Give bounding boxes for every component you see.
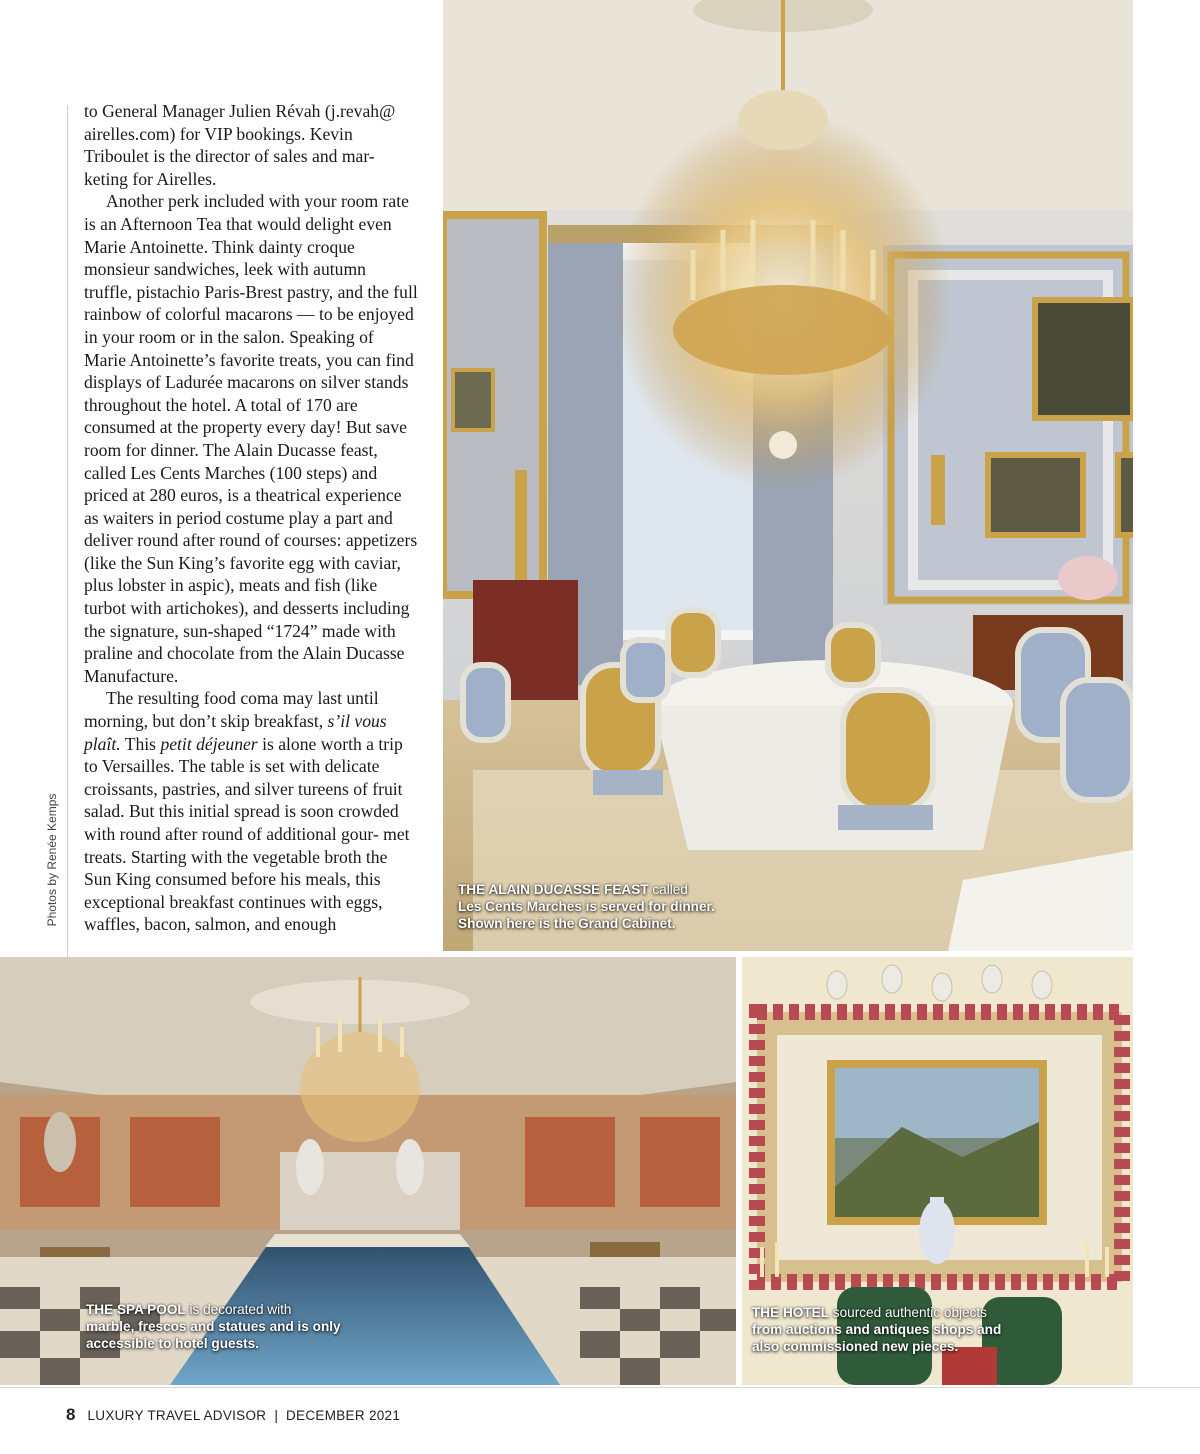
spa-pool-caption xyxy=(86,1301,341,1352)
dining-room-caption xyxy=(458,881,715,932)
pool-caption-line1: is decorated with xyxy=(185,1302,292,1317)
article-paragraph-2: Another perk included with your room rate is an Afternoon Tea that would delight even Marie Antoinette. Think dainty croque monsieur sandwiches, leek with autumn truffle, pistachio Paris-Brest pastry, and the full rainbow of colorful macarons — to be enjoyed in your room or in the salon. Speaking of Marie Antoinette’s favorite treats, you can find displays of Ladurée macarons on silver stands throughout the hotel. A total of 170 are consumed at the property every day! But save room for dinner. The Alain Ducasse feast, called Les Cents Marches (100 steps) and priced at 280 euros, is a theatrical experience as waiters in period costume play a part and deliver round after round of courses: appetizers (like the Sun King’s favorite egg with caviar, plus lobster in aspic), meats and fish (like turbot with artichokes), and desserts including the signature, sun-shaped “1724” made with praline and chocolate from the Alain Ducasse Manufacture. xyxy=(84,191,418,686)
column-divider xyxy=(67,105,68,957)
hotel-objects-caption xyxy=(752,1304,1001,1355)
hotel-caption-line2: from auctions and antiques shops and xyxy=(752,1322,1002,1337)
pool-caption-lead: THE SPA POOL xyxy=(86,1302,186,1317)
article-paragraph-1: to General Manager Julien Révah (j.revah@ airelles.com) for VIP bookings. Kevin Triboulet is the director of sales and mar- keting for Airelles. xyxy=(84,101,396,189)
hotel-caption-line3: also commissioned new pieces. xyxy=(752,1339,959,1354)
dining-caption-lead: THE ALAIN DUCASSE FEAST xyxy=(458,882,649,897)
photo-credit-text: Photos by Renée Kemps xyxy=(45,793,59,927)
paragraph-3-text-c: is alone worth a trip to Versailles. The table is set with delicate croissants, pastries, and silver tureens of fruit salad. But this initial spread is soon crowded with round after round of additional gour- met treats. Starting with the vegetable broth the Sun King consumed before his meals, this exceptional breakfast continues with eggs, waffles, bacon, salmon, and enough xyxy=(84,733,410,935)
dining-caption-line2: Les Cents Marches is served for dinner. xyxy=(458,899,715,914)
photo-credit xyxy=(42,790,62,930)
pool-caption-line3: accessible to hotel guests. xyxy=(86,1336,260,1351)
dining-caption-line1: called xyxy=(648,882,688,897)
paragraph-3-italic-2: petit déjeuner xyxy=(160,733,258,754)
pool-caption-line2: marble, frescos and statues and is only xyxy=(86,1319,341,1334)
spa-pool-photo xyxy=(0,957,736,1385)
footer-rule xyxy=(0,1387,1200,1388)
page-number: 8 xyxy=(66,1405,76,1424)
paragraph-3-text-a: The resulting food coma may last until morning, but don’t skip breakfast, xyxy=(84,688,379,732)
paragraph-3-italic-1: s’il vous plaît. xyxy=(84,711,387,754)
article-body xyxy=(84,100,418,936)
hotel-caption-lead: THE HOTEL xyxy=(752,1305,830,1320)
paragraph-3-text-b: This xyxy=(120,733,161,754)
article-paragraph-3 xyxy=(84,687,418,936)
magazine-name: LUXURY TRAVEL ADVISOR xyxy=(87,1407,267,1423)
dining-room-photo xyxy=(443,0,1133,951)
hotel-caption-line1: sourced authentic objects xyxy=(829,1305,987,1320)
page-footer xyxy=(66,1405,400,1425)
dining-room-illustration xyxy=(443,0,1133,951)
issue-date: DECEMBER 2021 xyxy=(285,1407,401,1423)
dining-caption-line3: Shown here is the Grand Cabinet. xyxy=(458,916,676,931)
hotel-objects-photo xyxy=(742,957,1133,1385)
footer-separator: | xyxy=(274,1407,278,1423)
